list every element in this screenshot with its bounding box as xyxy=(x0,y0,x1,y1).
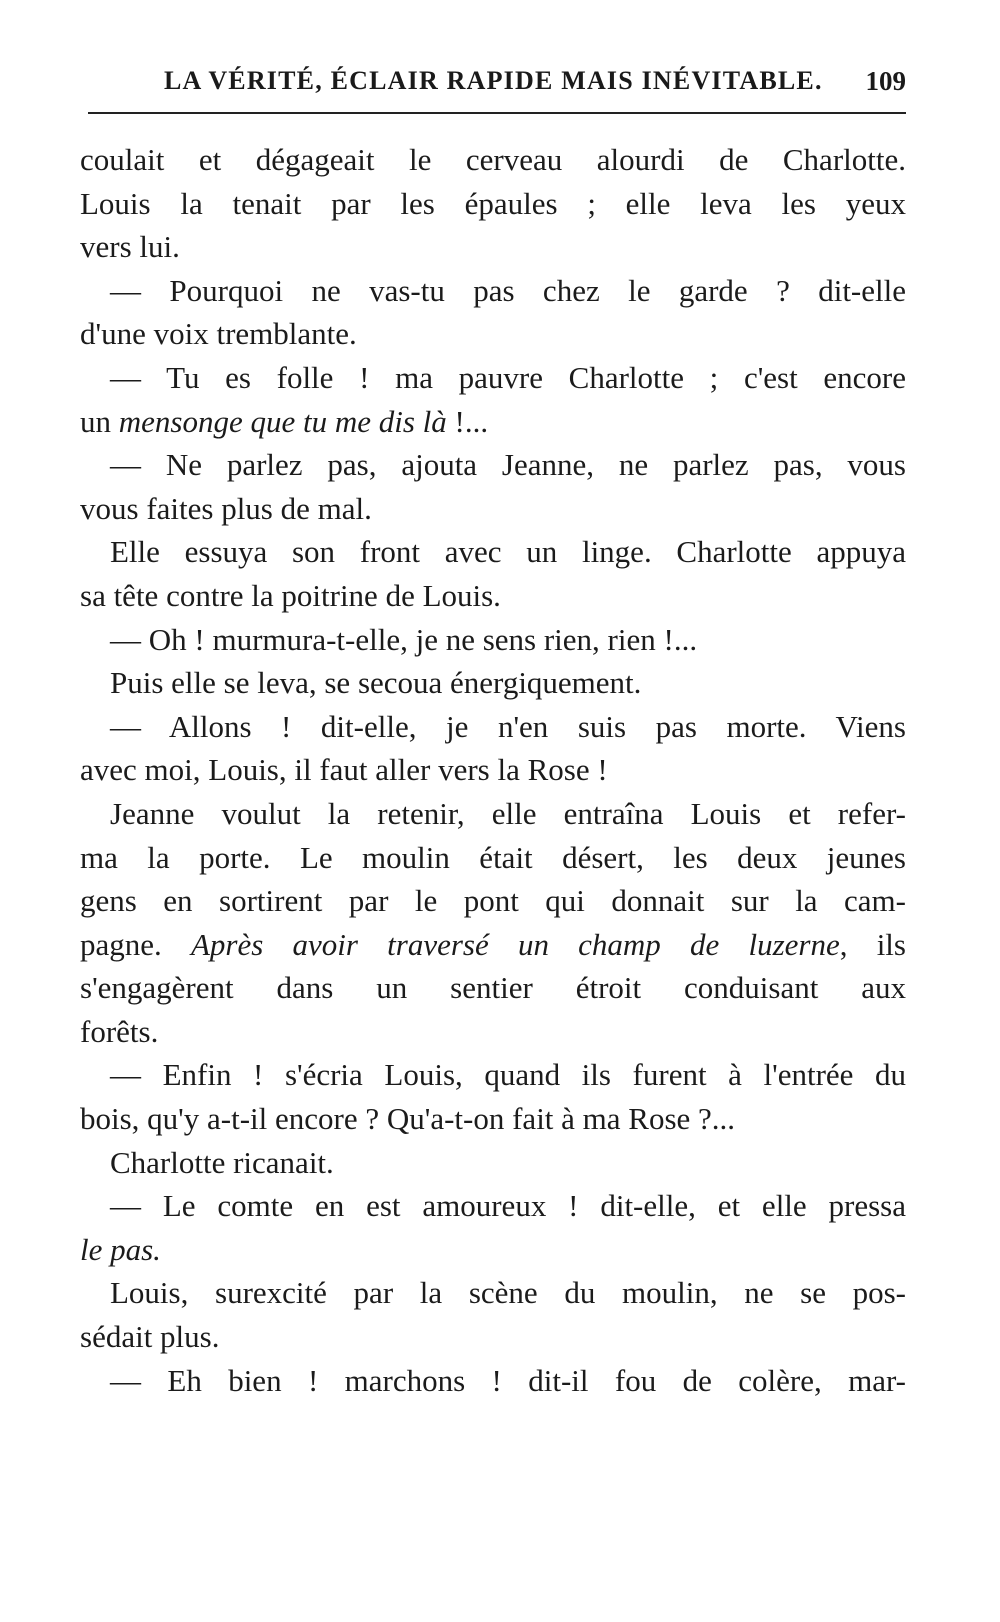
text-line: Jeanne voulut la retenir, elle entraîna Louis et refer- xyxy=(110,795,906,831)
text-line: Louis, surexcité par la scène du moulin, ne se pos- xyxy=(110,1275,906,1311)
text-line: — Eh bien ! marchons ! dit-il fou de colère, mar- xyxy=(110,1362,906,1398)
page-number: 109 xyxy=(865,66,906,96)
text-line: bois, qu'y a-t-il encore ? Qu'a-t-on fait à ma Rose ?... xyxy=(80,1101,736,1137)
italic-text: mensonge que tu me dis là xyxy=(118,403,447,439)
text-line: coulait et dégageait le cerveau alourdi de Charlotte. xyxy=(80,142,906,177)
text-line: — Tu es folle ! ma pauvre Charlotte ; c'est encore xyxy=(110,359,906,395)
text-line: Elle essuya son front avec un linge. Charlotte appuya xyxy=(110,534,906,570)
text-line: Puis elle se leva, se secoua énergiquement. xyxy=(110,665,642,701)
text-line: — Oh ! murmura-t-elle, je ne sens rien, rien !... xyxy=(110,621,698,657)
italic-text: Après avoir traversé un champ de luzerne xyxy=(190,926,840,962)
body-text xyxy=(80,138,906,1402)
text-line: le pas. xyxy=(80,1231,161,1267)
text-line: s'engagèrent dans un sentier étroit conduisant aux xyxy=(80,970,906,1006)
text-line: — Le comte en est amoureux ! dit-elle, et elle pressa xyxy=(110,1188,906,1224)
text-line xyxy=(80,923,906,967)
running-title: LA VÉRITÉ, ÉCLAIR RAPIDE MAIS INÉVITABLE. xyxy=(164,66,823,95)
text-line: — Allons ! dit-elle, je n'en suis pas morte. Viens xyxy=(110,708,906,744)
text-line: vous faites plus de mal. xyxy=(80,490,372,526)
text-line: forêts. xyxy=(80,1013,159,1049)
text-line: sédait plus. xyxy=(80,1319,220,1355)
text-line: Charlotte ricanait. xyxy=(110,1144,334,1180)
header-rule xyxy=(88,112,906,114)
text-line: vers lui. xyxy=(80,229,180,265)
line-text: , ils xyxy=(839,926,906,962)
text-line: gens en sortirent par le pont qui donnait sur la cam- xyxy=(80,883,906,919)
line-text: un xyxy=(80,403,119,439)
text-line: — Ne parlez pas, ajouta Jeanne, ne parlez pas, vous xyxy=(110,447,906,483)
text-line: avec moi, Louis, il faut aller vers la Rose ! xyxy=(80,752,608,788)
text-line: ma la porte. Le moulin était désert, les deux jeunes xyxy=(80,839,906,875)
text-line: sa tête contre la poitrine de Louis. xyxy=(80,577,501,613)
page-header xyxy=(88,60,906,100)
line-text: !... xyxy=(446,403,489,439)
text-line xyxy=(80,400,906,444)
text-line: Louis la tenait par les épaules ; elle leva les yeux xyxy=(80,185,906,221)
text-line: — Enfin ! s'écria Louis, quand ils furent à l'entrée du xyxy=(110,1057,906,1093)
line-text: pagne. xyxy=(80,926,191,962)
text-line: — Pourquoi ne vas-tu pas chez le garde ? dit-elle xyxy=(110,272,906,308)
text-line: d'une voix tremblante. xyxy=(80,316,357,352)
